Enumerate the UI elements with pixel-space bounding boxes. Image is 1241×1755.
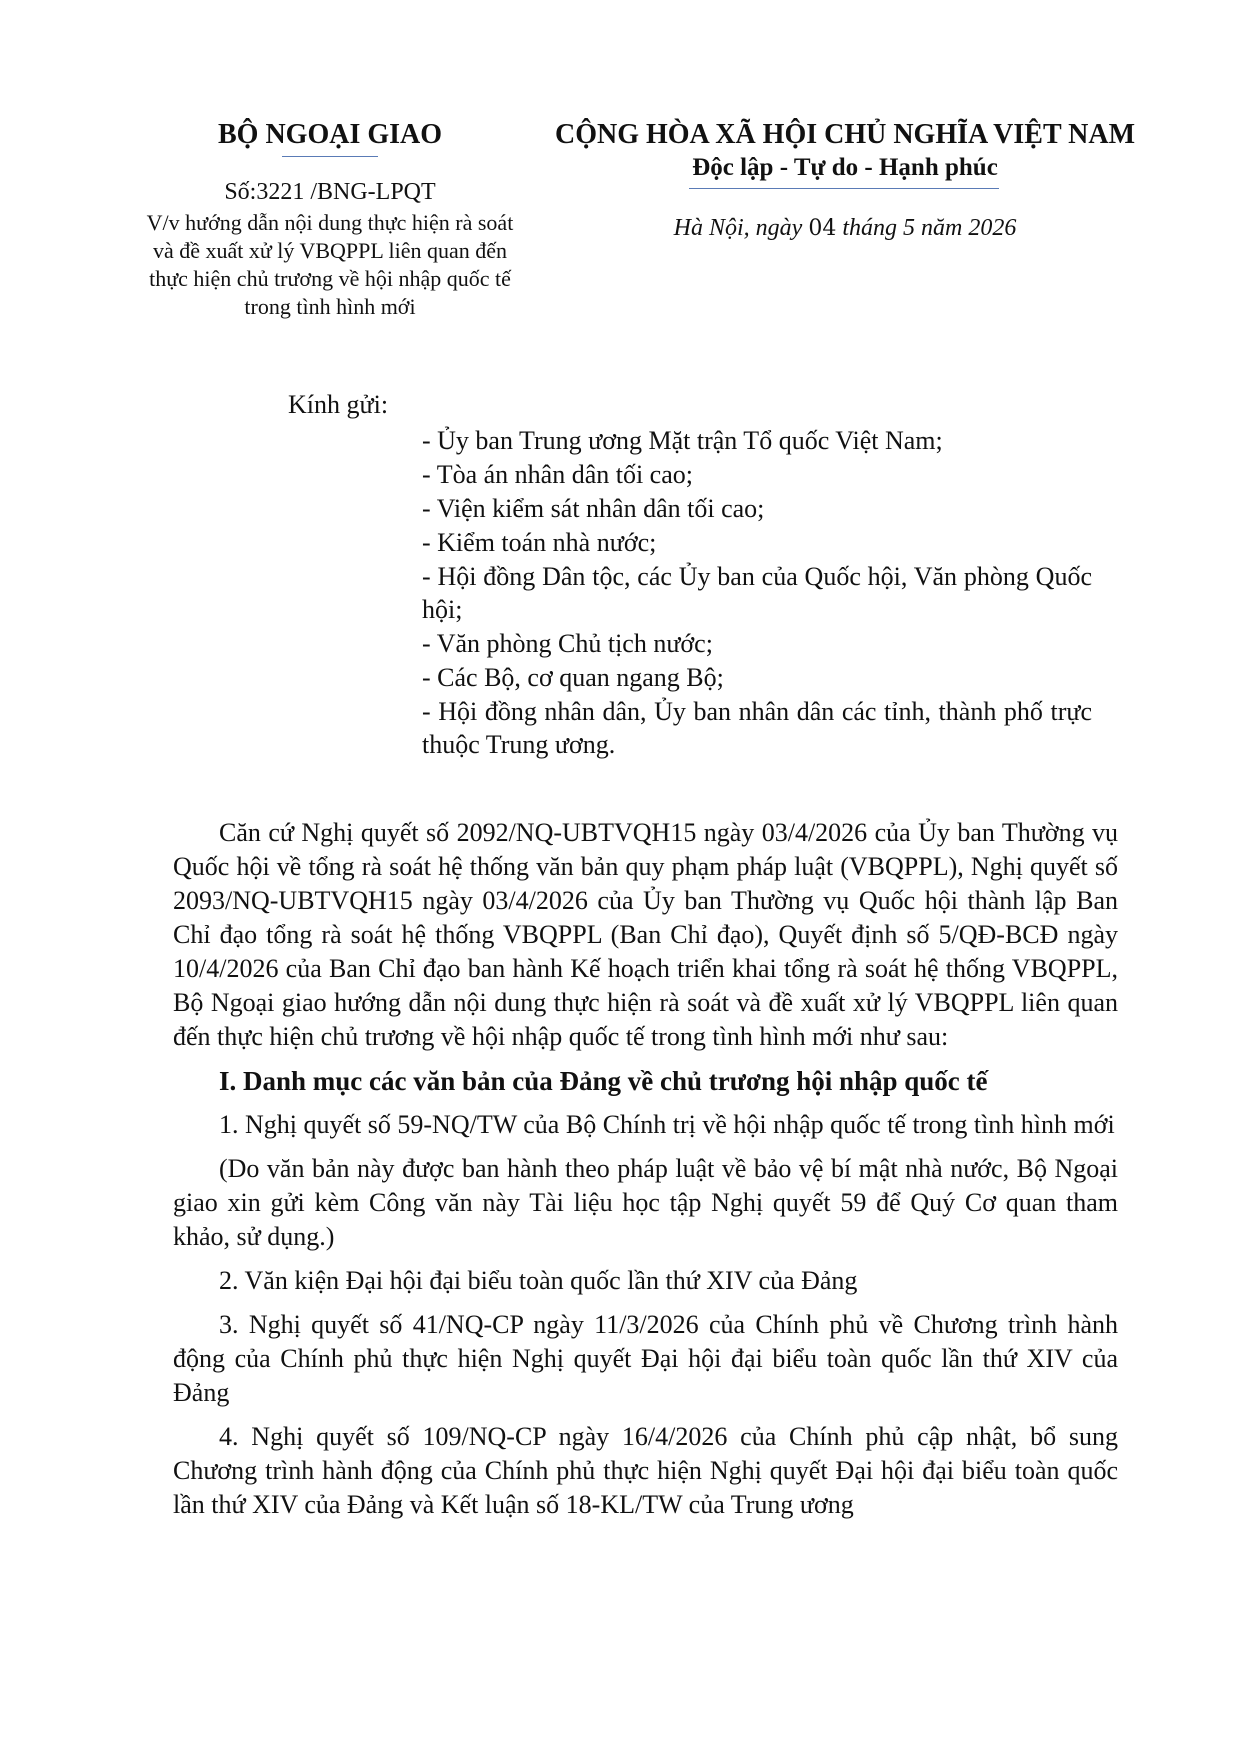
date-prefix: Hà Nội, ngày [673, 215, 803, 241]
document-number: Số:3221 /BNG-LPQT [224, 179, 436, 205]
agency-underline [282, 156, 378, 157]
body-paragraph: 2. Văn kiện Đại hội đại biểu toàn quốc lần thứ XIV của Đảng [219, 1266, 858, 1295]
body-paragraph: 4. Nghị quyết số 109/NQ-CP ngày 16/4/2026 của Chính phủ cập nhật, bổ sung Chương trình hành động của Chính phủ thực hiện Nghị quyết Đại hội đại biểu toàn quốc lần thứ XIV của Đảng và Kết luận số 18-KL/TW của Trung ương [173, 1422, 1118, 1519]
document-body [173, 816, 1118, 1532]
document-subject [120, 209, 540, 321]
national-motto: Độc lập - Tự do - Hạnh phúc [692, 154, 998, 181]
body-paragraph: 3. Nghị quyết số 41/NQ-CP ngày 11/3/2026 của Chính phủ về Chương trình hành động của Chính phủ thực hiện Nghị quyết Đại hội đại biểu toàn quốc lần thứ XIV của Đảng [173, 1310, 1118, 1407]
recipient-item: - Kiểm toán nhà nước; [422, 528, 657, 557]
recipient-item: - Các Bộ, cơ quan ngang Bộ; [422, 663, 724, 692]
recipient-item: - Viện kiểm sát nhân dân tối cao; [422, 494, 765, 523]
addressee-label: Kính gửi: [288, 390, 389, 419]
date-day: 04 [808, 216, 837, 241]
recipient-item: - Văn phòng Chủ tịch nước; [422, 629, 713, 658]
subject-line: V/v hướng dẫn nội dung thực hiện rà soát [146, 210, 514, 235]
recipient-item: - Hội đồng nhân dân, Ủy ban nhân dân các tỉnh, thành phố trực thuộc Trung ương. [422, 697, 1092, 759]
recipient-item: - Tòa án nhân dân tối cao; [422, 460, 693, 489]
recipient-item: - Ủy ban Trung ương Mặt trận Tổ quốc Việt Nam; [422, 426, 943, 455]
section-heading: I. Danh mục các văn bản của Đảng về chủ trương hội nhập quốc tế [219, 1066, 988, 1096]
issuer-block [120, 118, 540, 321]
recipient-list [422, 424, 1092, 762]
body-paragraph: Căn cứ Nghị quyết số 2092/NQ-UBTVQH15 ngày 03/4/2026 của Ủy ban Thường vụ Quốc hội về tổng rà soát hệ thống văn bản quy phạm pháp luật (VBQPPL), Nghị quyết số 2093/NQ-UBTVQH15 ngày 03/4/2026 của Ủy ban Thường vụ Quốc hội thành lập Ban Chỉ đạo tổng rà soát hệ thống VBQPPL (Ban Chỉ đạo), Quyết định số 5/QĐ-BCĐ ngày 10/4/2026 của Ban Chỉ đạo ban hành Kế hoạch triển khai tổng rà soát hệ thống VBQPPL, Bộ Ngoại giao hướng dẫn nội dung thực hiện rà soát và đề xuất xử lý VBQPPL liên quan đến thực hiện chủ trương về hội nhập quốc tế trong tình hình mới như sau: [173, 818, 1118, 1051]
subject-line: thực hiện chủ trương về hội nhập quốc tế [149, 266, 511, 291]
body-paragraph: (Do văn bản này được ban hành theo pháp luật về bảo vệ bí mật nhà nước, Bộ Ngoại giao xin gửi kèm Công văn này Tài liệu học tập Nghị quyết 59 để Quý Cơ quan tham khảo, sử dụng.) [173, 1154, 1118, 1251]
subject-line: trong tình hình mới [244, 294, 416, 319]
date-suffix: tháng 5 năm 2026 [842, 215, 1017, 241]
subject-line: và đề xuất xử lý VBQPPL liên quan đến [152, 238, 508, 263]
body-paragraph: 1. Nghị quyết số 59-NQ/TW của Bộ Chính trị về hội nhập quốc tế trong tình hình mới [219, 1110, 1115, 1139]
motto-underline [689, 188, 999, 189]
place-and-date [545, 213, 1145, 244]
agency-name: BỘ NGOẠI GIAO [217, 119, 443, 150]
national-header [545, 118, 1145, 244]
recipient-item: - Hội đồng Dân tộc, các Ủy ban của Quốc hội, Văn phòng Quốc hội; [422, 562, 1092, 624]
nation-name: CỘNG HÒA XÃ HỘI CHỦ NGHĨA VIỆT NAM [554, 119, 1136, 150]
